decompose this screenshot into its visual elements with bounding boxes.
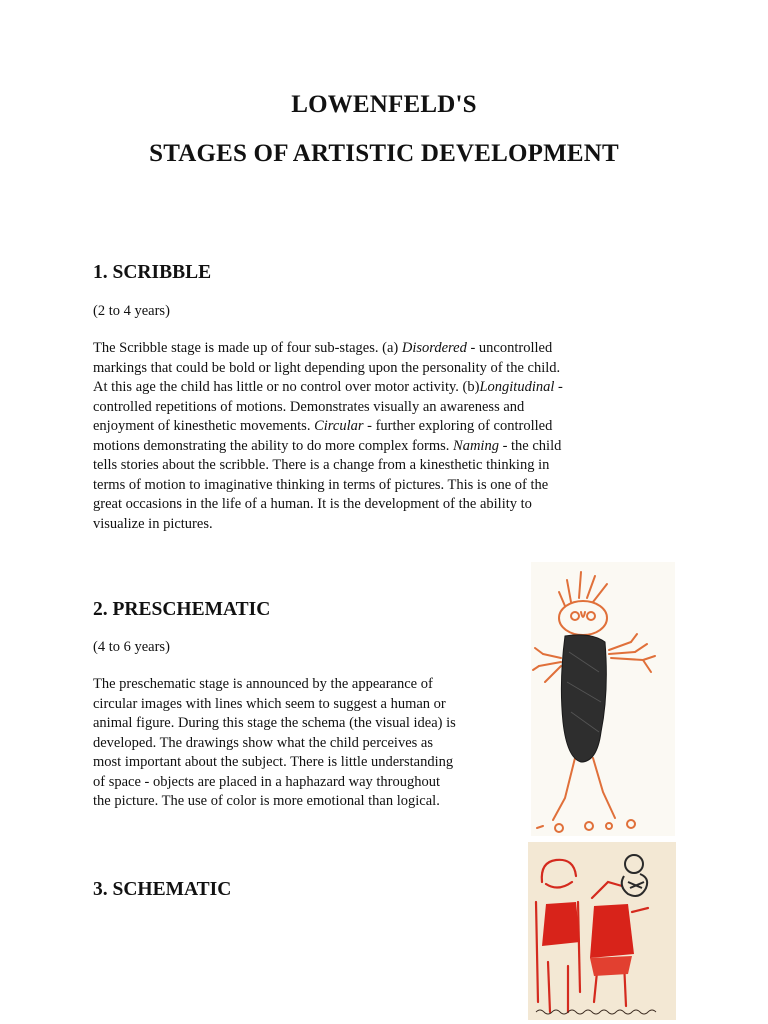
paragraph-line — [93, 753, 533, 773]
section-heading-scribble: 1. SCRIBBLE — [93, 262, 212, 283]
text-run: The Scribble stage is made up of four sub-stages. (a) — [93, 340, 402, 356]
text-run: - the child — [498, 437, 562, 454]
text-run: the picture. The use of color is more emotional than logical. — [93, 793, 440, 809]
text-run: tells stories about the scribble. There is a change from a kinesthetic thinking in — [93, 457, 550, 473]
text-run: most important about the subject. There is little understanding — [93, 754, 454, 770]
paragraph-line — [93, 437, 663, 457]
text-run: - — [554, 379, 563, 395]
text-run: The preschematic stage is announced by the appearance of — [93, 676, 433, 692]
text-run: great occasions in the life of a human. It is the development of the ability to — [93, 496, 532, 512]
text-run: - uncontrolled — [466, 340, 553, 356]
text-run: markings that could be bold or light depending upon the personality of the child. — [93, 359, 561, 376]
schematic-child-drawing — [528, 842, 676, 1020]
text-run: motions demonstrating the ability to do more complex forms. — [93, 437, 454, 454]
document-title-line2: STAGES OF ARTISTIC DEVELOPMENT — [149, 140, 619, 167]
document-title-line1: LOWENFELD'S — [291, 91, 477, 118]
italic-term: Naming — [453, 437, 499, 454]
italic-term: Disordered — [401, 340, 467, 356]
paragraph-line — [93, 359, 663, 379]
preschematic-child-drawing — [531, 562, 675, 836]
paragraph-line — [93, 476, 663, 496]
paragraph-line — [93, 456, 663, 476]
paragraph-line — [93, 714, 533, 734]
paragraph-line — [93, 495, 663, 515]
section-paragraph-preschematic — [93, 675, 533, 812]
section-paragraph-scribble — [93, 339, 663, 534]
paragraph-line — [93, 792, 533, 812]
text-run: At this age the child has little or no control over motor activity. (b) — [93, 379, 480, 395]
section-heading-preschematic: 2. PRESCHEMATIC — [93, 599, 271, 620]
section-heading-schematic: 3. SCHEMATIC — [93, 879, 232, 900]
text-run: enjoyment of kinesthetic movements. — [93, 418, 315, 434]
text-run: visualize in pictures. — [93, 515, 213, 532]
section-age-preschematic: (4 to 6 years) — [93, 639, 170, 655]
text-run: circular images with lines which seem to suggest a human or — [93, 695, 446, 712]
text-run: - further exploring of controlled — [363, 418, 553, 434]
paragraph-line — [93, 378, 663, 398]
paragraph-line — [93, 339, 663, 359]
paragraph-line — [93, 515, 663, 535]
paragraph-line — [93, 734, 533, 754]
paragraph-line — [93, 675, 533, 695]
text-run: of space - objects are placed in a haphazard way throughout — [93, 773, 441, 790]
paragraph-line — [93, 417, 663, 437]
italic-term: Circular — [314, 418, 364, 434]
italic-term: Longitudinal — [479, 379, 555, 395]
paragraph-line — [93, 773, 533, 793]
paragraph-line — [93, 398, 663, 418]
text-run: terms of motion to imaginative thinking in terms of pictures. This is one of the — [93, 476, 549, 493]
paragraph-line — [93, 695, 533, 715]
text-run: animal figure. During this stage the schema (the visual idea) is — [93, 715, 456, 731]
text-run: developed. The drawings show what the child perceives as — [93, 734, 433, 751]
section-age-scribble: (2 to 4 years) — [93, 303, 170, 319]
text-run: controlled repetitions of motions. Demonstrates visually an awareness and — [93, 398, 525, 415]
